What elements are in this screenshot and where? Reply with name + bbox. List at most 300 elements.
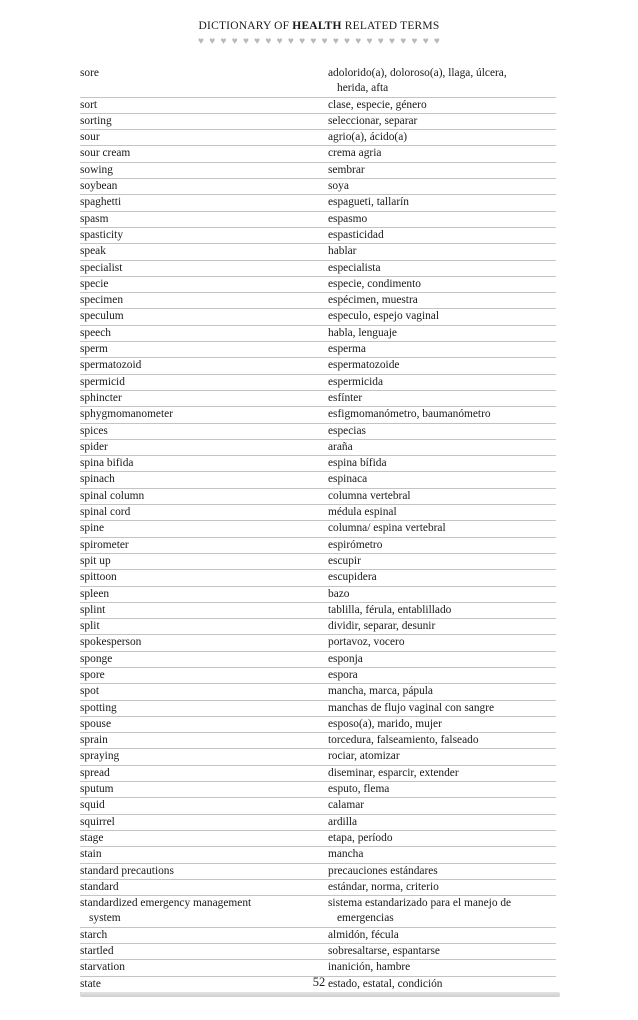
translation-text: soya	[328, 180, 349, 193]
term-text: soybean	[80, 180, 118, 193]
table-row	[80, 293, 556, 309]
translation-text: espermicida	[328, 375, 384, 388]
table-row	[80, 163, 556, 179]
table-row	[80, 864, 556, 880]
translation-cell	[328, 717, 556, 732]
table-row	[80, 847, 556, 863]
table-row	[80, 309, 556, 325]
term-text: starch	[80, 928, 108, 941]
translation-text: adolorido(a), doloroso(a), llaga, úlcera,	[328, 67, 507, 79]
term-cell	[80, 847, 328, 862]
translation-text: calamar	[328, 799, 365, 812]
translation-cell	[328, 733, 556, 748]
term-cell	[80, 684, 328, 699]
term-text: standardized emergency management	[80, 897, 252, 910]
term-text: spokesperson	[80, 636, 142, 649]
running-header	[0, 20, 638, 32]
term-text: starvation	[80, 961, 125, 974]
table-row	[80, 407, 556, 423]
translation-cell	[328, 179, 556, 194]
term-text: spices	[80, 424, 108, 437]
translation-cell	[328, 244, 556, 259]
translation-text: esputo, flema	[328, 783, 390, 796]
translation-text: especialista	[328, 261, 381, 274]
translation-text: columna vertebral	[328, 489, 411, 502]
translation-text: precauciones estándares	[328, 864, 438, 877]
term-text: specimen	[80, 294, 124, 307]
table-row	[80, 831, 556, 847]
translation-cell	[328, 521, 556, 536]
translation-cell	[328, 358, 556, 373]
term-text: sponge	[80, 652, 113, 665]
translation-text: espagueti, tallarín	[328, 196, 409, 209]
heart-icon: ♥	[355, 37, 362, 47]
translation-cell	[328, 928, 556, 943]
term-text: spaghetti	[80, 196, 122, 209]
term-cell	[80, 98, 328, 113]
term-cell	[80, 114, 328, 129]
term-text: spot	[80, 685, 99, 698]
term-text: spermatozoid	[80, 359, 142, 372]
translation-cell	[328, 896, 556, 927]
heart-icon: ♥	[287, 37, 294, 47]
table-row	[80, 635, 556, 651]
heart-icon: ♥	[198, 37, 204, 47]
table-row	[80, 277, 556, 293]
term-cell	[80, 212, 328, 227]
translation-cell	[328, 880, 556, 895]
translation-cell	[328, 261, 556, 276]
translation-text: espirómetro	[328, 538, 383, 551]
term-cell	[80, 749, 328, 764]
term-cell	[80, 424, 328, 439]
translation-cell	[328, 212, 556, 227]
translation-text: sistema estandarizado para el manejo de	[328, 897, 512, 910]
term-text: spirometer	[80, 538, 129, 551]
translation-text: columna/ espina vertebral	[328, 522, 446, 535]
term-cell	[80, 342, 328, 357]
term-cell	[80, 815, 328, 830]
table-row	[80, 896, 556, 928]
translation-cell	[328, 163, 556, 178]
translation-text: rociar, atomizar	[328, 750, 400, 763]
table-row	[80, 766, 556, 782]
term-text: squirrel	[80, 815, 115, 828]
translation-cell	[328, 619, 556, 634]
term-cell	[80, 782, 328, 797]
translation-text: habla, lenguaje	[328, 326, 397, 339]
term-cell	[80, 277, 328, 292]
heart-icon: ♥	[231, 37, 238, 47]
heart-icon: ♥	[433, 37, 440, 47]
translation-cell	[328, 864, 556, 879]
heart-icon: ♥	[242, 37, 249, 47]
term-text: speak	[80, 245, 106, 258]
term-text: sour	[80, 131, 100, 144]
term-text: spleen	[80, 587, 110, 600]
term-text: speculum	[80, 310, 124, 323]
translation-text: tablilla, férula, entablillado	[328, 603, 452, 616]
translation-cell	[328, 815, 556, 830]
term-cell	[80, 766, 328, 781]
table-row	[80, 619, 556, 635]
translation-text: bazo	[328, 587, 350, 600]
heart-icon: ♥	[377, 37, 384, 47]
glossary-table	[80, 66, 556, 993]
term-cell	[80, 163, 328, 178]
translation-cell	[328, 766, 556, 781]
translation-text: médula espinal	[328, 506, 397, 519]
heart-icon: ♥	[400, 37, 407, 47]
term-text: sprain	[80, 734, 108, 747]
table-row	[80, 880, 556, 896]
term-cell	[80, 505, 328, 520]
term-cell	[80, 798, 328, 813]
table-row	[80, 505, 556, 521]
table-row	[80, 440, 556, 456]
table-row	[80, 684, 556, 700]
header-bold: HEALTH	[292, 20, 342, 32]
term-cell	[80, 309, 328, 324]
term-cell	[80, 521, 328, 536]
translation-cell	[328, 440, 556, 455]
translation-cell	[328, 668, 556, 683]
table-row	[80, 342, 556, 358]
heart-icon: ♥	[276, 37, 283, 47]
term-text: spasm	[80, 212, 109, 225]
term-text: spider	[80, 440, 108, 453]
term-cell	[80, 472, 328, 487]
translation-cell	[328, 489, 556, 504]
term-text: sorting	[80, 114, 112, 127]
translation-text: esponja	[328, 652, 363, 665]
header-prefix: DICTIONARY OF	[198, 20, 290, 32]
translation-text: escupir	[328, 554, 361, 567]
term-cell	[80, 960, 328, 975]
table-row	[80, 391, 556, 407]
heart-icon: ♥	[366, 37, 373, 47]
translation-text: dividir, separar, desunir	[328, 620, 436, 633]
translation-text: diseminar, esparcir, extender	[328, 766, 459, 779]
translation-cell	[328, 146, 556, 161]
heart-border	[198, 37, 440, 47]
term-text: split	[80, 620, 100, 633]
translation-text: esfínter	[328, 391, 363, 404]
term-cell	[80, 603, 328, 618]
heart-icon: ♥	[254, 37, 261, 47]
heart-icon: ♥	[411, 37, 418, 47]
table-row	[80, 456, 556, 472]
translation-text: esposo(a), marido, mujer	[328, 717, 442, 730]
term-cell	[80, 864, 328, 879]
table-row	[80, 603, 556, 619]
term-cell	[80, 928, 328, 943]
term-cell	[80, 635, 328, 650]
table-row	[80, 701, 556, 717]
translation-cell	[328, 342, 556, 357]
table-row	[80, 261, 556, 277]
term-text: spotting	[80, 701, 117, 714]
term-text: spina bifida	[80, 457, 134, 470]
translation-cell	[328, 831, 556, 846]
translation-cell	[328, 652, 556, 667]
translation-cell	[328, 195, 556, 210]
translation-cell	[328, 98, 556, 113]
term-text: spit up	[80, 554, 111, 567]
term-text: speech	[80, 326, 111, 339]
translation-cell	[328, 114, 556, 129]
translation-cell	[328, 701, 556, 716]
term-text: spraying	[80, 750, 120, 763]
table-row	[80, 733, 556, 749]
translation-text: hablar	[328, 245, 357, 258]
table-row	[80, 538, 556, 554]
term-text: stain	[80, 848, 102, 861]
translation-cell	[328, 587, 556, 602]
table-row	[80, 521, 556, 537]
table-row	[80, 570, 556, 586]
term-text: spinal column	[80, 489, 145, 502]
translation-text: portavoz, vocero	[328, 636, 405, 649]
term-cell	[80, 228, 328, 243]
translation-text: clase, especie, género	[328, 98, 427, 111]
term-cell	[80, 358, 328, 373]
term-text: specialist	[80, 261, 123, 274]
translation-text: espermatozoide	[328, 359, 400, 372]
table-row	[80, 798, 556, 814]
term-text: sore	[80, 67, 99, 79]
translation-text: espécimen, muestra	[328, 294, 418, 307]
page-number: 52	[312, 975, 326, 989]
translation-text: especulo, espejo vaginal	[328, 310, 440, 323]
translation-cell	[328, 375, 556, 390]
translation-text: torcedura, falseamiento, falseado	[328, 734, 479, 747]
translation-text: estándar, norma, criterio	[328, 880, 439, 893]
term-text: squid	[80, 799, 105, 812]
header-suffix: RELATED TERMS	[344, 20, 440, 32]
table-row	[80, 668, 556, 684]
translation-text: mancha, marca, pápula	[328, 685, 433, 698]
table-row	[80, 717, 556, 733]
term-text: standard	[80, 880, 119, 893]
table-row	[80, 424, 556, 440]
term-text: spinach	[80, 473, 115, 486]
term-text: sort	[80, 98, 98, 111]
translation-cell	[328, 326, 556, 341]
translation-text: espasticidad	[328, 228, 384, 241]
term-text: spore	[80, 668, 105, 681]
translation-text: sembrar	[328, 163, 365, 176]
term-cell	[80, 489, 328, 504]
translation-text: escupidera	[328, 571, 377, 584]
term-cell	[80, 701, 328, 716]
term-cell	[80, 66, 328, 97]
translation-cell	[328, 505, 556, 520]
term-text: stage	[80, 831, 104, 844]
translation-cell	[328, 570, 556, 585]
term-cell	[80, 195, 328, 210]
term-cell	[80, 944, 328, 959]
term-text: sperm	[80, 343, 108, 356]
translation-cell	[328, 407, 556, 422]
term-cell	[80, 652, 328, 667]
term-text: spermicid	[80, 375, 125, 388]
translation-cell	[328, 554, 556, 569]
term-cell	[80, 554, 328, 569]
term-text: standard precautions	[80, 864, 174, 877]
term-cell	[80, 244, 328, 259]
translation-cell	[328, 538, 556, 553]
translation-cell	[328, 228, 556, 243]
term-cell	[80, 146, 328, 161]
term-text: splint	[80, 603, 106, 616]
term-cell	[80, 391, 328, 406]
translation-cell	[328, 635, 556, 650]
term-text: spasticity	[80, 228, 124, 241]
translation-cell	[328, 456, 556, 471]
term-text: spine	[80, 522, 105, 535]
table-row	[80, 472, 556, 488]
heart-icon: ♥	[299, 37, 306, 47]
term-cell	[80, 440, 328, 455]
table-row	[80, 489, 556, 505]
heart-icon: ♥	[265, 37, 272, 47]
table-row	[80, 66, 556, 98]
heart-icon: ♥	[209, 37, 216, 47]
table-row	[80, 244, 556, 260]
translation-text: agrio(a), ácido(a)	[328, 131, 408, 144]
table-row	[80, 944, 556, 960]
translation-cell	[328, 130, 556, 145]
table-row	[80, 815, 556, 831]
term-cell	[80, 717, 328, 732]
table-row	[80, 782, 556, 798]
translation-text: ardilla	[328, 815, 358, 828]
translation-cell	[328, 472, 556, 487]
term-cell	[80, 130, 328, 145]
translation-text: mancha	[328, 848, 364, 861]
translation-cell	[328, 309, 556, 324]
heart-icon: ♥	[220, 37, 227, 47]
term-text: spread	[80, 766, 110, 779]
term-cell	[80, 570, 328, 585]
translation-cell	[328, 960, 556, 975]
translation-text: almidón, fécula	[328, 928, 399, 941]
term-cell	[80, 456, 328, 471]
translation-text: espora	[328, 668, 358, 681]
translation-text: especie, condimento	[328, 277, 421, 290]
heart-icon: ♥	[344, 37, 350, 47]
term-text-continued: system	[89, 912, 121, 925]
table-row	[80, 130, 556, 146]
translation-text: manchas de flujo vaginal con sangre	[328, 701, 495, 714]
translation-cell	[328, 391, 556, 406]
heart-icon: ♥	[310, 37, 317, 47]
term-text: spouse	[80, 717, 112, 730]
term-cell	[80, 733, 328, 748]
table-row	[80, 928, 556, 944]
table-row	[80, 212, 556, 228]
translation-cell	[328, 782, 556, 797]
term-cell	[80, 375, 328, 390]
translation-text: esfigmomanómetro, baumanómetro	[328, 408, 491, 421]
table-row	[80, 228, 556, 244]
term-text: spittoon	[80, 571, 117, 584]
translation-text: seleccionar, separar	[328, 114, 418, 127]
table-row	[80, 375, 556, 391]
translation-text: etapa, período	[328, 831, 393, 844]
term-text: sowing	[80, 163, 113, 176]
translation-cell	[328, 66, 556, 97]
term-text: spinal cord	[80, 506, 131, 519]
term-cell	[80, 831, 328, 846]
translation-text: emergencias	[337, 912, 394, 925]
term-cell	[80, 880, 328, 895]
translation-text: especias	[328, 424, 366, 437]
translation-cell	[328, 847, 556, 862]
table-row	[80, 587, 556, 603]
translation-cell	[328, 424, 556, 439]
term-cell	[80, 293, 328, 308]
term-cell	[80, 407, 328, 422]
term-cell	[80, 896, 328, 927]
term-text: startled	[80, 945, 114, 958]
translation-text: espinaca	[328, 473, 368, 486]
term-text: sputum	[80, 783, 114, 796]
translation-text: crema agria	[328, 147, 382, 160]
translation-text: esperma	[328, 343, 366, 356]
heart-icon: ♥	[388, 37, 395, 47]
table-row	[80, 98, 556, 114]
term-text: sphincter	[80, 391, 122, 404]
table-row	[80, 652, 556, 668]
heart-icon: ♥	[321, 37, 328, 47]
table-row	[80, 358, 556, 374]
translation-cell	[328, 293, 556, 308]
heart-icon: ♥	[422, 37, 429, 47]
translation-cell	[328, 798, 556, 813]
term-cell	[80, 538, 328, 553]
table-row	[80, 326, 556, 342]
translation-text: espina bífida	[328, 457, 387, 470]
table-row	[80, 146, 556, 162]
translation-text: herida, afta	[337, 82, 389, 95]
term-cell	[80, 619, 328, 634]
table-row	[80, 114, 556, 130]
term-text: specie	[80, 277, 109, 290]
table-row	[80, 749, 556, 765]
term-cell	[80, 587, 328, 602]
translation-text: estado, estatal, condición	[328, 977, 443, 990]
heart-icon: ♥	[332, 37, 339, 47]
translation-text: espasmo	[328, 212, 368, 225]
translation-text: araña	[328, 440, 353, 453]
translation-cell	[328, 749, 556, 764]
term-cell	[80, 326, 328, 341]
footer-bar	[80, 992, 560, 997]
translation-cell	[328, 684, 556, 699]
table-row	[80, 179, 556, 195]
term-cell	[80, 668, 328, 683]
term-text: sour cream	[80, 147, 131, 160]
table-row	[80, 554, 556, 570]
translation-text: sobresaltarse, espantarse	[328, 945, 440, 958]
term-text: sphygmomanometer	[80, 408, 174, 421]
term-cell	[80, 261, 328, 276]
term-text: state	[80, 977, 101, 990]
translation-cell	[328, 603, 556, 618]
translation-cell	[328, 944, 556, 959]
